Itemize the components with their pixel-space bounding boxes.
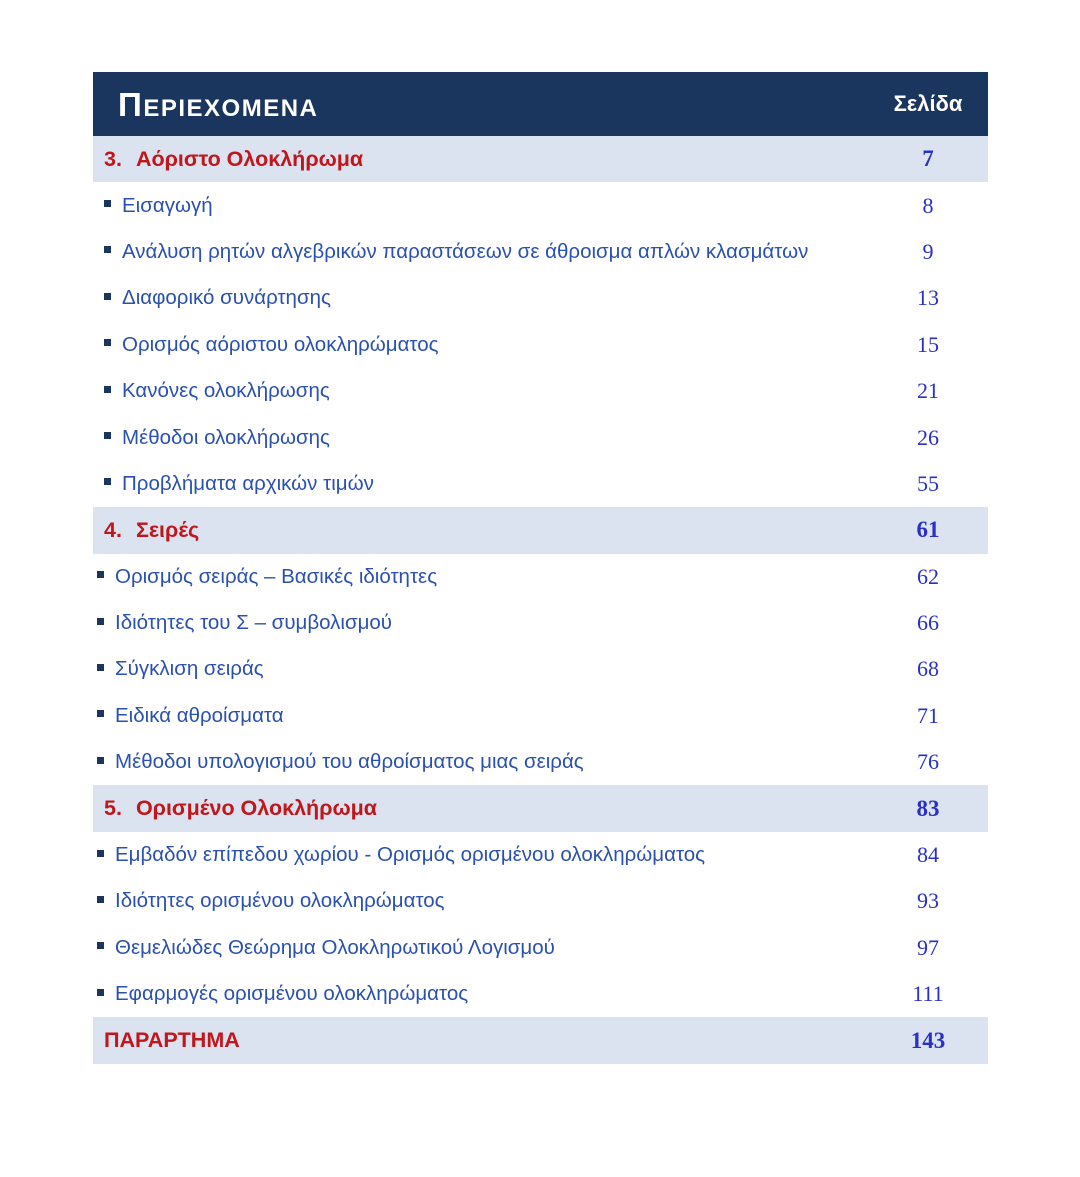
square-bullet-icon	[97, 757, 104, 764]
toc-title-rest: ΕΡΙΕΧΟΜΕΝΑ	[143, 94, 319, 122]
toc-item-row	[93, 739, 988, 785]
toc-entry-label	[93, 611, 868, 635]
toc-item-row	[93, 554, 988, 600]
toc-entry-label	[93, 750, 868, 774]
item-title-text: Θεμελιώδες Θεώρημα Ολοκληρωτικού Λογισμού	[115, 935, 555, 959]
toc-title	[93, 85, 319, 123]
item-title-text: Προβλήματα αρχικών τιμών	[122, 471, 374, 495]
page-number: 76	[917, 749, 939, 775]
toc-item-row	[93, 878, 988, 924]
item-title-text: Ορισμός σειράς – Βασικές ιδιότητες	[115, 564, 438, 588]
toc-entry-label	[93, 286, 868, 310]
toc-item-row	[93, 414, 988, 460]
item-title-text: Εμβαδόν επίπεδου χωρίου - Ορισμός ορισμένου ολοκληρώματος	[115, 843, 706, 867]
section-number: 5.	[104, 796, 122, 821]
toc-item-row	[93, 971, 988, 1017]
toc-entry-label	[93, 1028, 868, 1053]
toc-entry-label	[93, 426, 868, 450]
table-of-contents	[93, 72, 988, 1064]
toc-item-row	[93, 832, 988, 878]
toc-section-row	[93, 1017, 988, 1063]
page-number: 62	[917, 563, 939, 589]
toc-item-row	[93, 368, 988, 414]
section-title-text: ΠΑΡΑΡΤΗΜΑ	[104, 1028, 240, 1053]
section-title-text: Αόριστο Ολοκλήρωμα	[135, 146, 364, 171]
square-bullet-icon	[104, 246, 111, 253]
square-bullet-icon	[104, 478, 111, 485]
square-bullet-icon	[104, 293, 111, 300]
toc-entry-label	[93, 472, 868, 496]
square-bullet-icon	[97, 618, 104, 625]
page-number: 7	[922, 146, 934, 172]
item-title-text: Μέθοδοι ολοκλήρωσης	[122, 425, 330, 449]
page-number: 68	[917, 656, 939, 682]
page-number: 55	[917, 470, 939, 496]
section-title-text: Ορισμένο Ολοκλήρωμα	[135, 796, 378, 821]
page-number: 66	[917, 610, 939, 636]
toc-item-row	[93, 925, 988, 971]
toc-entry-label	[93, 796, 868, 821]
item-title-text: Ορισμός αόριστου ολοκληρώματος	[122, 332, 439, 356]
section-number: 4.	[104, 517, 122, 542]
page-number: 15	[917, 331, 939, 357]
page-number: 26	[917, 424, 939, 450]
item-title-text: Μέθοδοι υπολογισμού του αθροίσματος μιας σειράς	[115, 750, 584, 774]
page-number: 97	[917, 934, 939, 960]
square-bullet-icon	[97, 896, 104, 903]
toc-entry-label	[93, 565, 868, 589]
page-number: 13	[917, 285, 939, 311]
page-number: 71	[917, 702, 939, 728]
page-number: 9	[922, 238, 934, 264]
toc-rows-container	[93, 136, 988, 1064]
toc-entry-label	[93, 518, 868, 543]
page-number: 21	[917, 378, 939, 404]
page-column-header: Σελίδα	[893, 91, 963, 116]
page-number: 143	[910, 1027, 946, 1053]
toc-entry-label	[93, 657, 868, 681]
item-title-text: Διαφορικό συνάρτησης	[122, 286, 331, 310]
square-bullet-icon	[104, 432, 111, 439]
toc-section-row	[93, 785, 988, 831]
toc-entry-label	[93, 982, 868, 1006]
toc-entry-label	[93, 333, 868, 357]
page-number: 8	[922, 192, 934, 218]
toc-item-row	[93, 322, 988, 368]
toc-entry-label	[93, 194, 868, 218]
square-bullet-icon	[97, 942, 104, 949]
square-bullet-icon	[97, 664, 104, 671]
toc-item-row	[93, 229, 988, 275]
toc-entry-label	[93, 704, 868, 728]
page-number: 61	[916, 517, 940, 543]
toc-section-row	[93, 507, 988, 553]
toc-item-row	[93, 182, 988, 228]
item-title-text: Κανόνες ολοκλήρωσης	[122, 379, 330, 403]
square-bullet-icon	[104, 339, 111, 346]
square-bullet-icon	[104, 200, 111, 207]
toc-entry-label	[93, 843, 868, 867]
toc-entry-label	[93, 240, 868, 264]
square-bullet-icon	[97, 571, 104, 578]
toc-header-bar	[93, 72, 988, 136]
square-bullet-icon	[97, 850, 104, 857]
toc-item-row	[93, 693, 988, 739]
page-number: 93	[917, 888, 939, 914]
section-title-text: Σειρές	[135, 517, 200, 542]
item-title-text: Εισαγωγή	[122, 193, 213, 217]
toc-entry-label	[93, 379, 868, 403]
item-title-text: Ειδικά αθροίσματα	[115, 703, 284, 727]
section-number: 3.	[104, 146, 122, 171]
square-bullet-icon	[104, 386, 111, 393]
square-bullet-icon	[97, 989, 104, 996]
page-number: 111	[912, 981, 944, 1007]
toc-item-row	[93, 275, 988, 321]
toc-entry-label	[93, 147, 868, 172]
item-title-text: Εφαρμογές ορισμένου ολοκληρώματος	[115, 982, 469, 1006]
toc-entry-label	[93, 936, 868, 960]
toc-item-row	[93, 461, 988, 507]
toc-entry-label	[93, 889, 868, 913]
toc-title-initial: Π	[118, 85, 144, 123]
toc-item-row	[93, 646, 988, 692]
toc-section-row	[93, 136, 988, 182]
item-title-text: Ανάλυση ρητών αλγεβρικών παραστάσεων σε άθροισμα απλών κλασμάτων	[122, 239, 809, 263]
page-number: 84	[917, 842, 939, 868]
item-title-text: Ιδιότητες του Σ – συμβολισμού	[115, 611, 393, 635]
item-title-text: Ιδιότητες ορισμένου ολοκληρώματος	[115, 889, 445, 913]
square-bullet-icon	[97, 710, 104, 717]
page-number: 83	[916, 795, 940, 821]
toc-item-row	[93, 600, 988, 646]
item-title-text: Σύγκλιση σειράς	[115, 657, 264, 681]
